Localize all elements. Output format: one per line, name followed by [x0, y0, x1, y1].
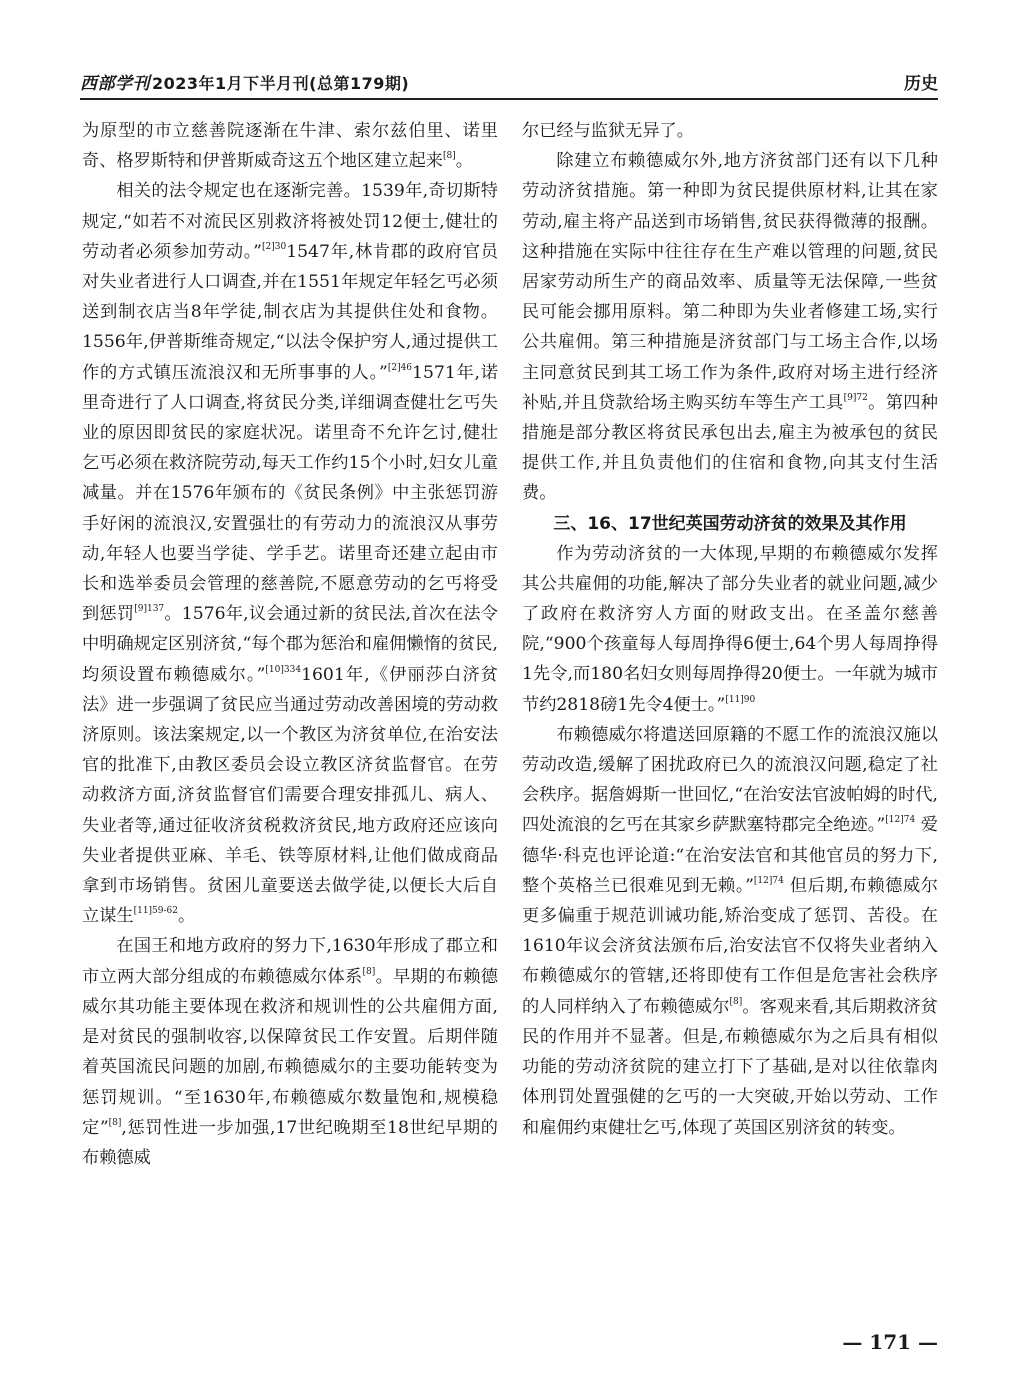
citation: [11]59-62 — [133, 906, 178, 917]
text-run: 除建立布赖德威尔外,地方济贫部门还有以下几种劳动济贫措施。第一种即为贫民提供原材料,让其在家劳动,雇主将产品送到市场销售,贫民获得微薄的报酬。这种措施在实际中往往存在生产难以管理的问题,贫民居家劳动所生产的商品效率、质量等无法保障,一些贫民可能会挪用原料。第二种即为失业者修建工场,实行公共雇佣。第三种措施是济贫部门与工场主合作,以场主同意贫民到其工场工作为条件,政府对场主进行经济补贴,并且贷款给场主购买纺车等生产工具 — [522, 151, 938, 413]
paragraph — [522, 146, 938, 508]
text-run: 但后期,布赖德威尔更多偏重于规范训诫功能,矫治变成了惩罚、苦役。在1610年议会济贫法颁布后,治安法官不仅将失业者纳入布赖德威尔的管辖,还将即使有工作但是危害社会秩序的人同样纳入了布赖德威尔 — [522, 875, 938, 1017]
left-column — [82, 116, 498, 1173]
text-run: 。早期的布赖德威尔其功能主要体现在救济和规训性的公共雇佣方面,是对贫民的强制收容,以保障贫民工作安置。后期伴随着英国流民问题的加剧,布赖德威尔的主要功能转变为惩罚规训。“至1630年,布赖德威尔数量饱和,规模稳定” — [82, 966, 498, 1138]
paragraph: 尔已经与监狱无异了。 — [522, 121, 694, 141]
text-run: 。 — [455, 151, 473, 172]
right-column — [522, 116, 938, 1143]
text-run: 。 — [178, 906, 196, 927]
text-run: 爱德华·科克也评论道:“在治安法官和其他官员的努力下,整个英格兰已很难见到无赖。” — [522, 815, 938, 896]
paragraph — [82, 116, 498, 176]
citation: [11]90 — [725, 694, 756, 705]
journal-info — [80, 69, 409, 94]
text-run: 为原型的市立慈善院逐渐在牛津、索尔兹伯里、诺里奇、格罗斯特和伊普斯威奇这五个地区建立起来 — [82, 121, 498, 172]
citation: [8] — [442, 151, 456, 162]
citation: [10]334 — [265, 664, 302, 675]
running-header — [80, 70, 938, 100]
text-run: 相关的法令规定也在逐渐完善。1539年,奇切斯特规定,“如若不对流民区别救济将被处罚12便士,健壮的劳动者必须参加劳动。” — [82, 181, 498, 262]
text-run: ,惩罚性进一步加强,17世纪晚期至18世纪早期的布赖德威 — [82, 1117, 498, 1168]
citation: [12]74 — [753, 875, 784, 886]
citation: [8] — [729, 996, 743, 1007]
text-run: 。客观来看,其后期救济贫民的作用并不显著。但是,布赖德威尔为之后具有相似功能的劳动济贫院的建立打下了基础,是对以往依靠肉体刑罚处置强健的乞丐的一大突破,开始以劳动、工作和雇佣约束健壮乞丐,体现了英国区别济贫的转变。 — [522, 996, 938, 1138]
citation: [2]30 — [261, 241, 287, 252]
citation: [8] — [108, 1117, 122, 1128]
text-run: 在国王和地方政府的努力下,1630年形成了郡立和市立两大部分组成的布赖德威尔体系 — [82, 936, 498, 987]
citation: [8] — [362, 966, 376, 977]
citation: [12]74 — [885, 815, 916, 826]
section-heading: 三、16、17世纪英国劳动济贫的效果及其作用 — [553, 513, 907, 534]
text-run: 1547年,林肯郡的政府官员对失业者进行人口调查,并在1551年规定年轻乞丐必须送到制衣店当8年学徒,制衣店为其提供住处和食物。1556年,伊普斯维奇规定,“以法令保护穷人,通过提供工作的方式镇压流浪汉和无所事事的人。” — [82, 241, 498, 383]
text-run: 。第四种措施是部分教区将贫民承包出去,雇主为被承包的贫民提供工作,并且负责他们的住宿和食物,向其支付生活费。 — [522, 392, 938, 504]
paragraph — [82, 931, 498, 1173]
paragraph — [522, 539, 938, 720]
text-run: 布赖德威尔将遣送回原籍的不愿工作的流浪汉施以劳动改造,缓解了困扰政府已久的流浪汉问题,稳定了社会秩序。据詹姆斯一世回忆,“在治安法官波帕姆的时代,四处流浪的乞丐在其家乡萨默塞特郡完全绝迹。” — [522, 724, 938, 836]
citation: [9]137 — [134, 604, 165, 615]
text-run: 1601年,《伊丽莎白济贫法》进一步强调了贫民应当通过劳动改善困境的劳动救济原则。该法案规定,以一个教区为济贫单位,在治安法官的批准下,由教区委员会设立教区济贫监督官。在劳动救济方面,济贫监督官们需要合理安排孤儿、病人、失业者等,通过征收济贫税救济贫民,地方政府还应该向失业者提供亚麻、羊毛、铁等原材料,让他们做成商品拿到市场销售。贫困儿童要送去做学徒,以便长大后自立谋生 — [82, 664, 498, 927]
issue-info: 2023年1月下半月刊(总第179期) — [152, 74, 410, 93]
text-run: 1571年,诺里奇进行了人口调查,将贫民分类,详细调查健壮乞丐失业的原因即贫民的家庭状况。诺里奇不允许乞讨,健壮乞丐必须在救济院劳动,每天工作约15个小时,妇女儿童减量。并在1576年颁布的《贫民条例》中主张惩罚游手好闲的流浪汉,安置强壮的有劳动力的流浪汉从事劳动,年轻人也要当学徒、学手艺。诺里奇还建立起由市长和选举委员会管理的慈善院,不愿意劳动的乞丐将受到惩罚 — [82, 362, 498, 625]
text-run: 。1576年,议会通过新的贫民法,首次在法令中明确规定区别济贫,“每个郡为惩治和雇佣懒惰的贫民,均须设置布赖德威尔。” — [82, 604, 498, 685]
citation: [9]72 — [843, 392, 868, 403]
citation: [2]46 — [387, 362, 413, 373]
section-label: 历史 — [904, 74, 938, 94]
page-number: — 171 — — [842, 1330, 938, 1354]
paragraph — [522, 720, 938, 1143]
text-run: 作为劳动济贫的一大体现,早期的布赖德威尔发挥其公共雇佣的功能,解决了部分失业者的就业问题,减少了政府在救济穷人方面的财政支出。在圣盖尔慈善院,“900个孩童每人每周挣得6便士,64个男人每周挣得1先令,而180名妇女则每周挣得20便士。一年就为城市节约2818磅1先令4便士。” — [522, 543, 938, 715]
journal-logo: 西部学刊 — [80, 74, 150, 94]
paragraph — [82, 176, 498, 931]
